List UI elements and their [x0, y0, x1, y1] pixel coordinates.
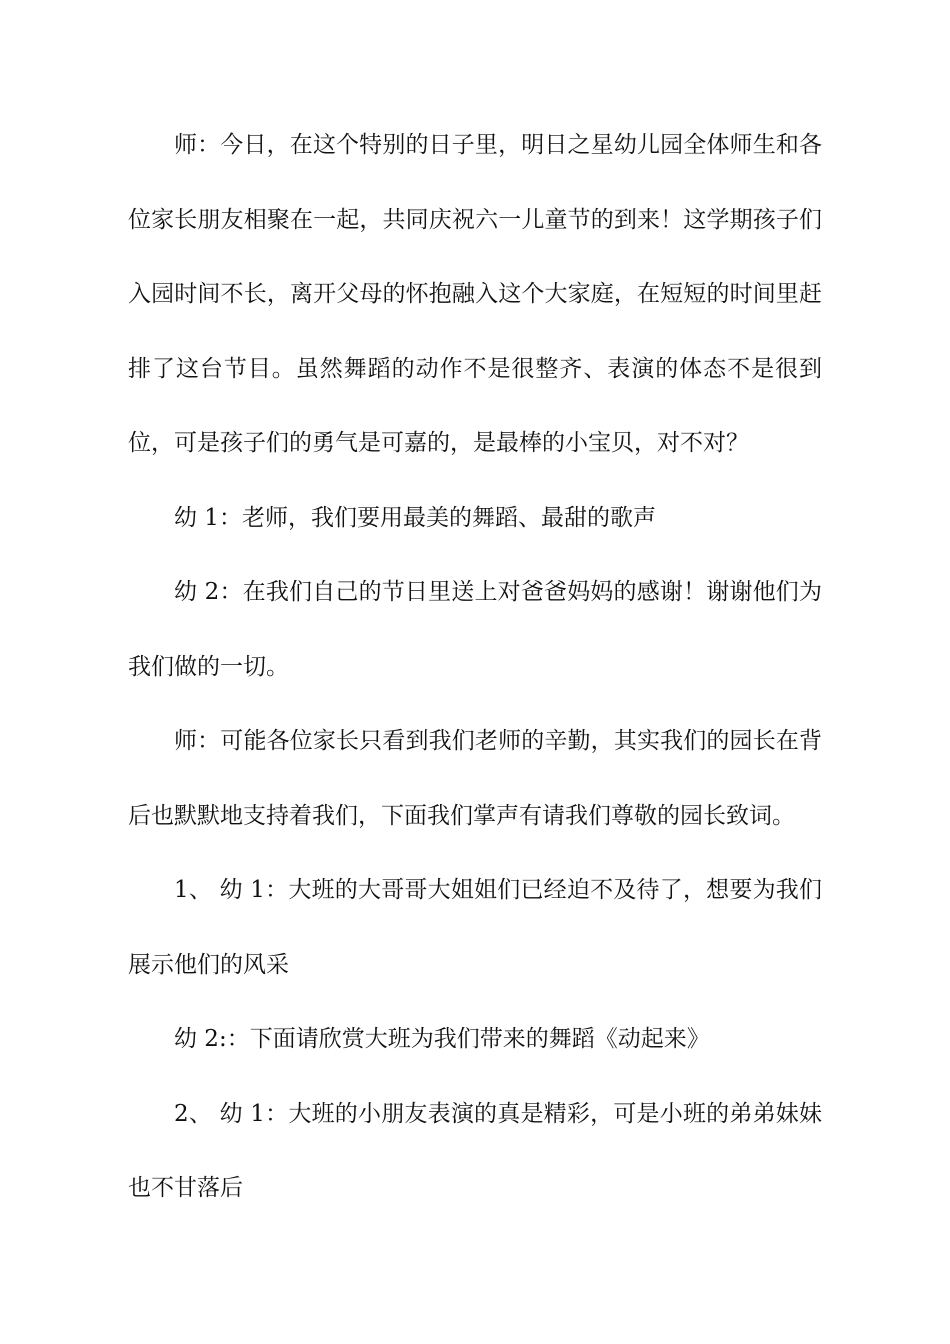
paragraph-teacher-opening: 师：今日，在这个特别的日子里，明日之星幼儿园全体师生和各位家长朋友相聚在一起，共同庆祝六一儿童节的到来！这学期孩子们入园时间不长，离开父母的怀抱融入这个大家庭，在短短的时间里赶排了这台节目。虽然舞蹈的动作不是很整齐、表演的体态不是很到位，可是孩子们的勇气是可嘉的，是最棒的小宝贝，对不对？ [128, 132, 822, 456]
paragraph-child2-thanks: 幼 2：在我们自己的节日里送上对爸爸妈妈的感谢！谢谢他们为我们做的一切。 [128, 579, 822, 680]
paragraph-teacher-principal: 师：可能各位家长只看到我们老师的辛勤，其实我们的园长在背后也默默地支持着我们，下面我们掌声有请我们尊敬的园长致词。 [128, 728, 822, 829]
paragraph-child1-reply: 幼 1：老师，我们要用最美的舞蹈、最甜的歌声 [174, 504, 656, 531]
paragraph-item1-child2: 幼 2:：下面请欣赏大班为我们带来的舞蹈《动起来》 [174, 1026, 710, 1052]
document-body [128, 108, 822, 1226]
paragraph-item2-child1: 2、 幼 1：大班的小朋友表演的真是精彩，可是小班的弟弟妹妹也不甘落后 [128, 1100, 822, 1201]
paragraph-item1-child1: 1、 幼 1：大班的大哥哥大姐姐们已经迫不及待了，想要为我们展示他们的风采 [128, 877, 822, 978]
